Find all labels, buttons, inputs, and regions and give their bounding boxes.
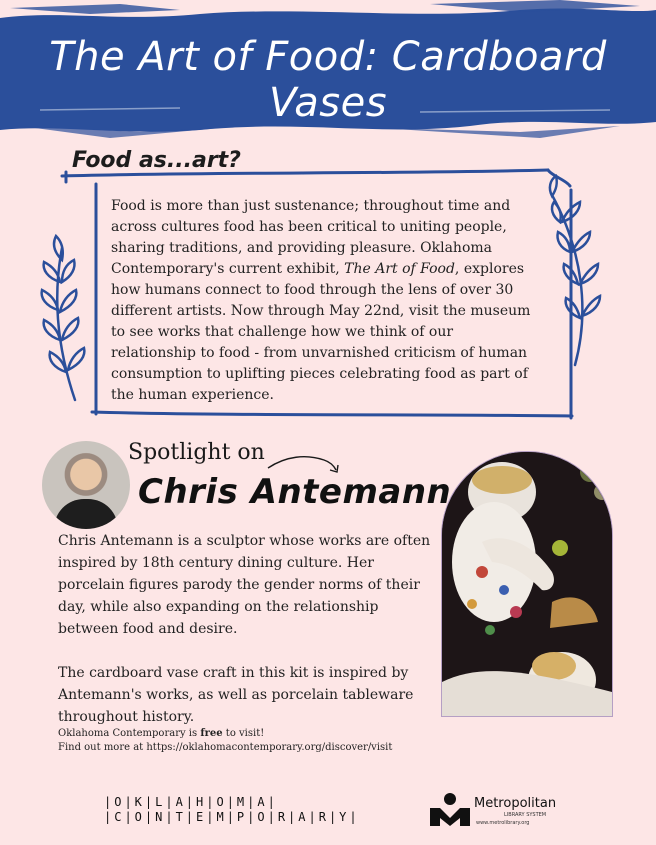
visit-free-word: free [200, 728, 223, 739]
oklahoma-contemporary-logo [104, 795, 384, 825]
metro-library-subtitle [504, 812, 546, 818]
metro-sub-system: SYSTEM [526, 812, 547, 818]
artist-name: Chris Antemann [138, 472, 452, 512]
visit-text-start: Oklahoma Contemporary is [58, 728, 201, 739]
artist-bio [58, 530, 443, 750]
intro-text-end: , explores how humans connect to food through the lens of over 30 different artists. Now through May 22nd, visit the museum to see works that challenge how we think of our relationship to food - from unvarnished criticism of human consumption to uplifting pieces celebrating food as part of the human experience. [111, 261, 531, 403]
metro-library-url: www.metrolibrary.org [476, 820, 530, 826]
metro-sub-library: LIBRARY [504, 812, 525, 818]
section-heading: Food as...art? [72, 148, 241, 173]
leaf-sprig-right-icon [550, 176, 600, 365]
artist-avatar [42, 441, 130, 529]
avatar-shirt [54, 499, 118, 529]
spotlight-kicker: Spotlight on [128, 440, 265, 465]
porcelain-figure-image [442, 452, 612, 716]
intro-text-start: Food is more than just sustenance; throughout time and across cultures food has been critical to uniting people, sharing traditions, and providing pleasure. Oklahoma Contemporary's current exhibit, [111, 198, 511, 277]
exhibit-title: The Art of Food [344, 261, 455, 277]
okc-logo-row-2: |C|O|N|T|E|M|P|O|R|A|R|Y| [104, 810, 360, 824]
visit-free-line [58, 727, 458, 741]
header-banner [0, 0, 656, 140]
visit-url-line: Find out more at https://oklahomacontemporary.org/discover/visit [58, 742, 393, 753]
metropolitan-library-logo [428, 792, 568, 828]
bio-paragraph: Chris Antemann is a sculptor whose works are often inspired by 18th century dining culture. Her porcelain figures parody the gender norms of their day, while also expanding on the relationship between food and desire. [58, 533, 431, 637]
visit-text-end: to visit! [222, 728, 265, 739]
craft-paragraph: The cardboard vase craft in this kit is inspired by Antemann's works, as well as porcelain tableware throughout history. [58, 665, 414, 725]
page-title: The Art of Food: Cardboard Vases [49, 34, 607, 126]
okc-logo-row-1: |O|K|L|A|H|O|M|A| [104, 795, 278, 809]
metro-library-name: Metropolitan [474, 796, 557, 811]
intro-paragraph [111, 196, 541, 406]
visit-info [58, 727, 458, 755]
artwork-image [441, 451, 613, 717]
leaf-sprig-left-icon [42, 236, 85, 400]
metro-library-mark-icon [428, 792, 472, 828]
